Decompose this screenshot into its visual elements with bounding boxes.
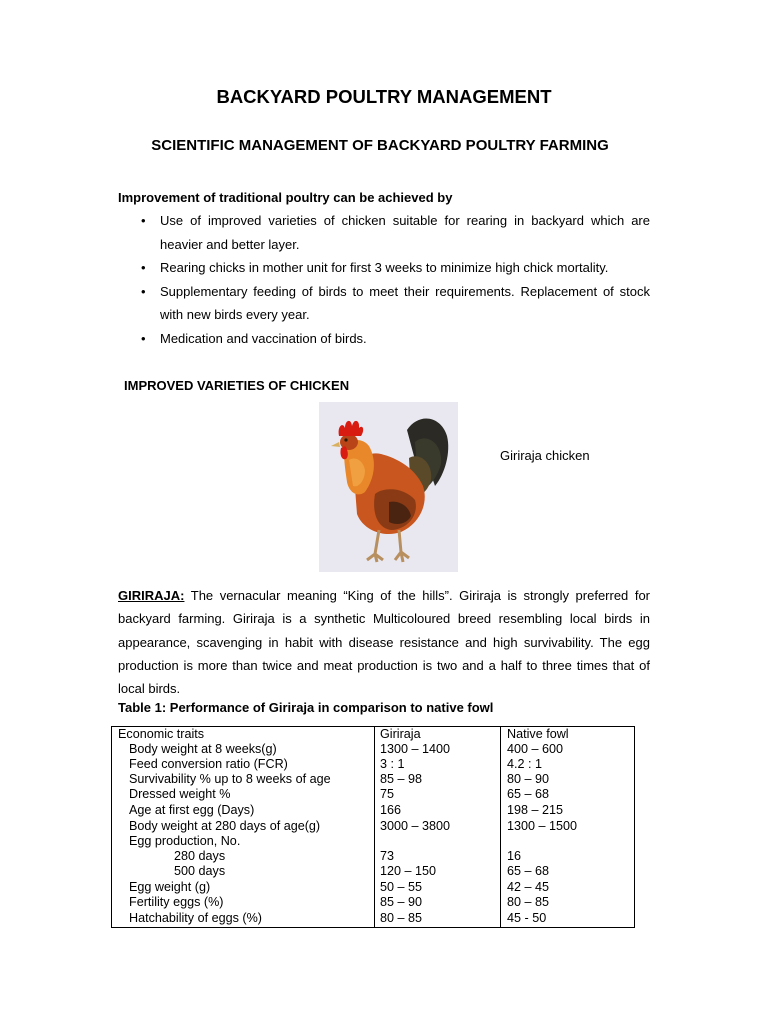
- table-cell-native: 80 – 90: [507, 772, 550, 786]
- table-cell-native: 45 - 50: [507, 911, 547, 925]
- list-item-text: Supplementary feeding of birds to meet their requirements. Replacement of stock with new birds every year.: [160, 283, 650, 322]
- table-cell-trait: 280 days: [174, 849, 226, 863]
- table-cell-trait: Age at first egg (Days): [129, 803, 255, 817]
- table-cell-trait: Egg production, No.: [129, 834, 241, 848]
- table-cell-native: 1300 – 1500: [507, 819, 578, 833]
- table-cell-trait: Dressed weight %: [129, 787, 231, 801]
- bullet-icon: •: [141, 260, 146, 275]
- improvement-list: [118, 209, 650, 350]
- table-cell-giriraja: 85 – 98: [380, 772, 423, 786]
- list-item: [118, 256, 650, 280]
- table-cell-giriraja: 166: [380, 803, 402, 817]
- column-divider: [374, 727, 375, 927]
- table-cell-trait: Survivability % up to 8 weeks of age: [129, 772, 331, 786]
- table-cell-giriraja: 73: [380, 849, 395, 863]
- list-item: [118, 280, 650, 327]
- table-cell-native: 400 – 600: [507, 742, 564, 756]
- list-item-text: Rearing chicks in mother unit for first 3 weeks to minimize high chick mortality.: [160, 260, 609, 275]
- table-cell-trait: Egg weight (g): [129, 880, 211, 894]
- rooster-icon: [319, 402, 458, 572]
- list-item: [118, 209, 650, 256]
- document-subtitle: SCIENTIFIC MANAGEMENT OF BACKYARD POULTRY FARMING: [151, 137, 609, 154]
- table-cell-trait: Feed conversion ratio (FCR): [129, 757, 288, 771]
- column-divider: [500, 727, 501, 927]
- giriraja-text: The vernacular meaning “King of the hills”. Giriraja is strongly preferred for backyard farming. Giriraja is a synthetic Multicoloured breed resembling local birds in appearance, scavenging in habit with disease resistance and high survivability. The egg production is more than twice and meat production is two and a half to three times that of local birds.: [118, 588, 650, 697]
- table-cell-giriraja: 1300 – 1400: [380, 742, 451, 756]
- table-cell-giriraja: 3 : 1: [380, 757, 405, 771]
- table-caption: Table 1: Performance of Giriraja in comparison to native fowl: [118, 700, 494, 715]
- table-cell-giriraja: 3000 – 3800: [380, 819, 451, 833]
- bullet-icon: •: [141, 213, 146, 228]
- list-item: [118, 327, 650, 351]
- table-cell-native: 80 – 85: [507, 895, 550, 909]
- table-cell-trait: Body weight at 8 weeks(g): [129, 742, 277, 756]
- table-header-native: Native fowl: [507, 727, 569, 741]
- table-cell-trait: Body weight at 280 days of age(g): [129, 819, 321, 833]
- table-cell-giriraja: 75: [380, 787, 395, 801]
- table-cell-native: 4.2 : 1: [507, 757, 543, 771]
- intro-heading: Improvement of traditional poultry can be achieved by: [118, 190, 453, 205]
- photo-caption: Giriraja chicken: [500, 448, 590, 463]
- table-cell-giriraja: 85 – 90: [380, 895, 423, 909]
- table-cell-native: 42 – 45: [507, 880, 550, 894]
- document-title: BACKYARD POULTRY MANAGEMENT: [216, 86, 552, 107]
- table-cell-giriraja: 120 – 150: [380, 864, 437, 878]
- table-cell-native: 65 – 68: [507, 787, 550, 801]
- varieties-heading: IMPROVED VARIETIES OF CHICKEN: [124, 378, 350, 393]
- list-item-text: Use of improved varieties of chicken suitable for rearing in backyard which are heavier and better layer.: [160, 213, 650, 252]
- table-cell-giriraja: 50 – 55: [380, 880, 423, 894]
- table-header-traits: Economic traits: [118, 727, 205, 741]
- table-header-giriraja: Giriraja: [380, 727, 421, 741]
- table-cell-native: 16: [507, 849, 522, 863]
- giriraja-chicken-image: [319, 402, 458, 572]
- table-cell-native: 65 – 68: [507, 864, 550, 878]
- table-cell-trait: Hatchability of eggs (%): [129, 911, 262, 925]
- table-cell-giriraja: 80 – 85: [380, 911, 423, 925]
- bullet-icon: •: [141, 330, 146, 346]
- table-cell-native: 198 – 215: [507, 803, 564, 817]
- list-item-text: Medication and vaccination of birds.: [160, 330, 367, 346]
- table-cell-trait: Fertility eggs (%): [129, 895, 224, 909]
- giriraja-description: [118, 584, 650, 700]
- bullet-icon: •: [141, 283, 146, 299]
- performance-table: [111, 726, 635, 928]
- table-cell-trait: 500 days: [174, 864, 226, 878]
- giriraja-lead: GIRIRAJA:: [118, 588, 185, 603]
